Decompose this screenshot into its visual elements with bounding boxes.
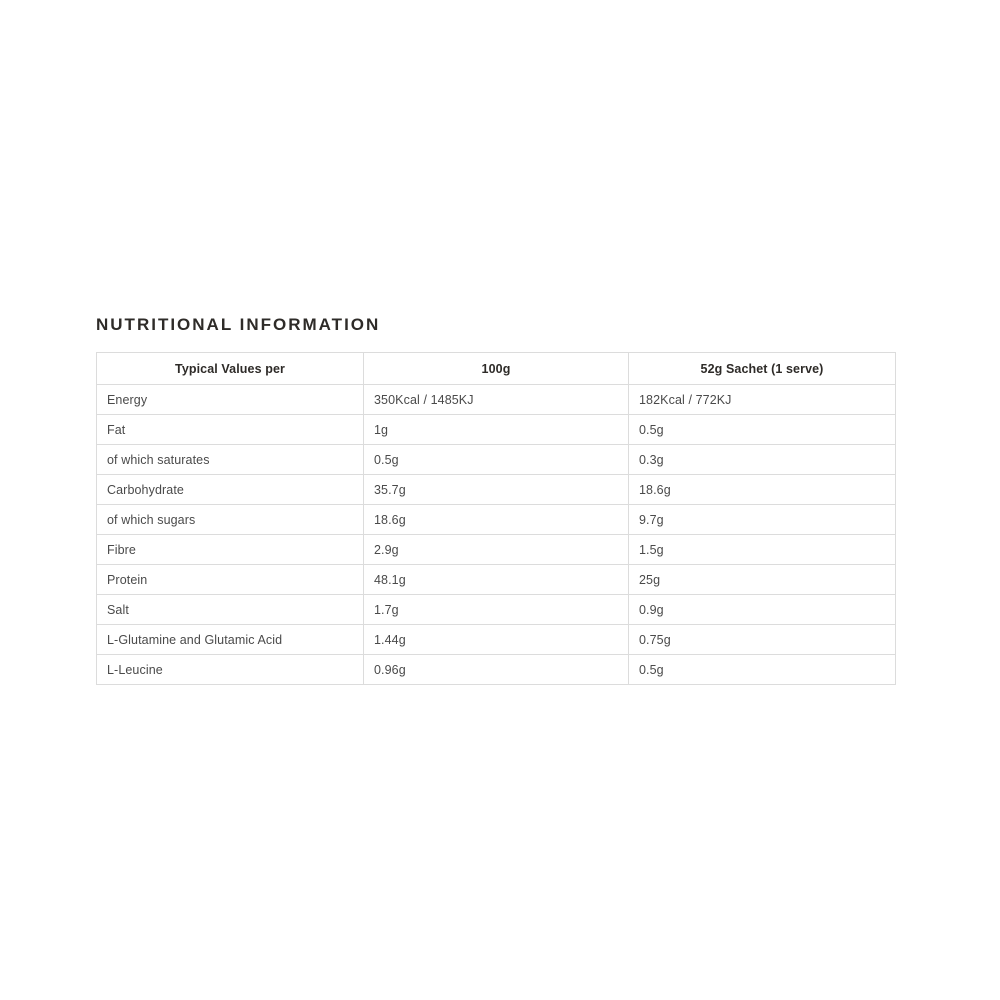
table-row [97, 625, 896, 655]
nutrient-label: Energy [97, 385, 364, 415]
nutrient-label: L-Glutamine and Glutamic Acid [97, 625, 364, 655]
value-per-sachet: 1.5g [629, 535, 896, 565]
table-header-row [97, 353, 896, 385]
value-per-100g: 35.7g [364, 475, 629, 505]
nutrient-label: Carbohydrate [97, 475, 364, 505]
nutritional-information-table [96, 352, 896, 685]
value-per-100g: 18.6g [364, 505, 629, 535]
value-per-100g: 350Kcal / 1485KJ [364, 385, 629, 415]
column-header-typical-values: Typical Values per [97, 353, 364, 385]
table-row [97, 415, 896, 445]
table-body [97, 385, 896, 685]
table-row [97, 475, 896, 505]
nutrient-label: of which saturates [97, 445, 364, 475]
value-per-sachet: 182Kcal / 772KJ [629, 385, 896, 415]
nutrient-label: of which sugars [97, 505, 364, 535]
column-header-100g: 100g [364, 353, 629, 385]
table-header [97, 353, 896, 385]
value-per-100g: 1g [364, 415, 629, 445]
value-per-100g: 0.5g [364, 445, 629, 475]
value-per-sachet: 0.5g [629, 655, 896, 685]
value-per-100g: 2.9g [364, 535, 629, 565]
nutrient-label: Protein [97, 565, 364, 595]
column-header-52g-sachet: 52g Sachet (1 serve) [629, 353, 896, 385]
nutritional-information-table-container [96, 352, 895, 685]
value-per-100g: 48.1g [364, 565, 629, 595]
table-row [97, 505, 896, 535]
value-per-sachet: 25g [629, 565, 896, 595]
value-per-sachet: 9.7g [629, 505, 896, 535]
value-per-sachet: 0.5g [629, 415, 896, 445]
table-row [97, 595, 896, 625]
value-per-100g: 1.7g [364, 595, 629, 625]
nutrient-label: Fibre [97, 535, 364, 565]
value-per-sachet: 0.9g [629, 595, 896, 625]
table-row [97, 445, 896, 475]
table-row [97, 385, 896, 415]
page-title: NUTRITIONAL INFORMATION [96, 315, 381, 334]
nutrient-label: L-Leucine [97, 655, 364, 685]
value-per-sachet: 0.3g [629, 445, 896, 475]
value-per-sachet: 0.75g [629, 625, 896, 655]
value-per-sachet: 18.6g [629, 475, 896, 505]
value-per-100g: 1.44g [364, 625, 629, 655]
table-row [97, 565, 896, 595]
value-per-100g: 0.96g [364, 655, 629, 685]
table-row [97, 655, 896, 685]
nutrient-label: Fat [97, 415, 364, 445]
nutrient-label: Salt [97, 595, 364, 625]
table-row [97, 535, 896, 565]
